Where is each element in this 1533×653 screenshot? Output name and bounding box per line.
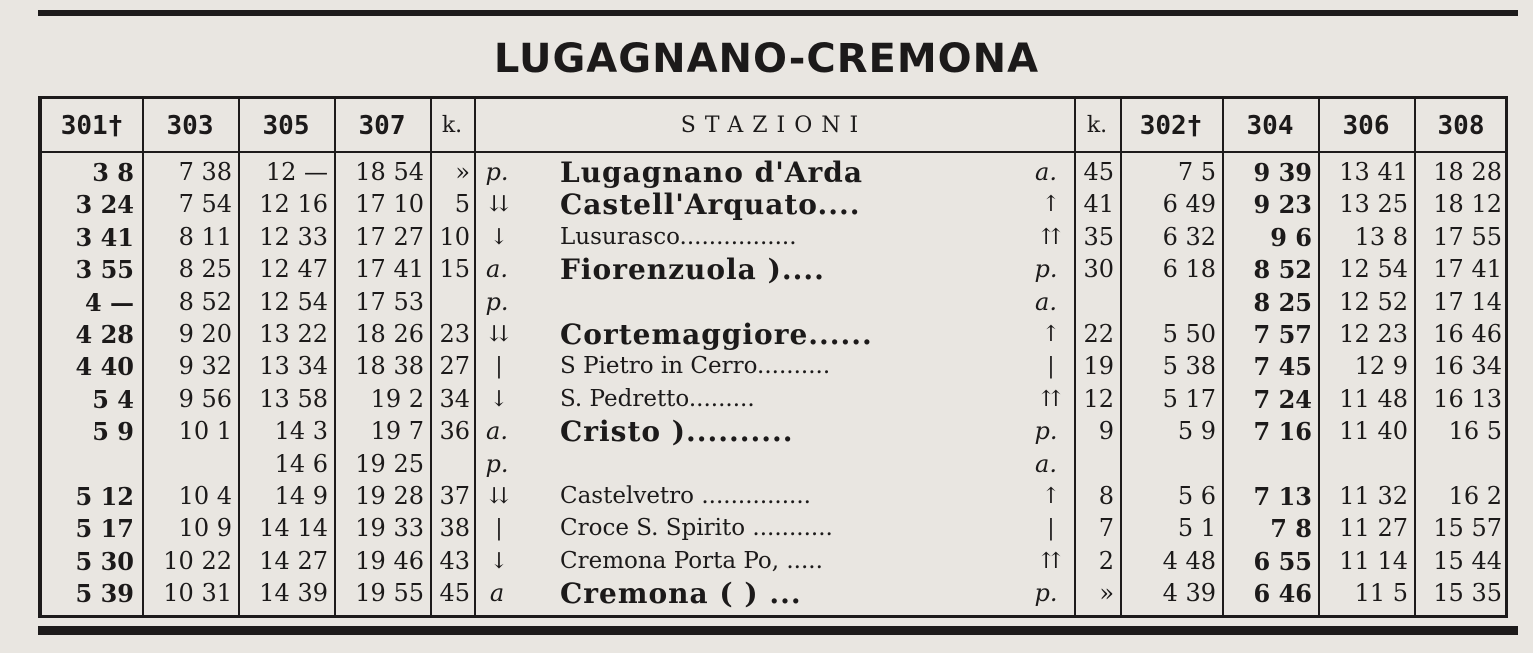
time-cell-t304: 7 45: [1253, 352, 1312, 382]
time-cell-t304: 7 13: [1253, 482, 1312, 511]
time-cell-k: 15: [439, 255, 470, 284]
time-cell-t306: 11 32: [1339, 482, 1408, 510]
time-cell-t301: 3 8: [92, 158, 134, 187]
arrival-departure-mark: p.: [1034, 579, 1058, 608]
direction-up-icon: ↑: [1041, 322, 1061, 347]
direction-down-icon: ⇊: [489, 322, 509, 347]
arrival-departure-mark: p.: [485, 449, 509, 478]
time-cell-t307: 19 7: [370, 417, 424, 446]
time-cell-t302: 5 50: [1162, 320, 1216, 348]
time-cell-t306: [1318, 449, 1408, 480]
time-cell-t304: 7 8: [1270, 514, 1312, 544]
time-cell-k: 23: [439, 320, 470, 348]
time-cell-t307: 19 55: [355, 579, 424, 608]
time-cell-t308: 16 5: [1448, 417, 1502, 446]
time-cell-t303: 9 56: [178, 384, 232, 413]
time-cell-t301: 4 28: [75, 320, 134, 349]
time-cell-t301: 5 12: [75, 482, 134, 511]
time-cell-t302: 5 38: [1162, 352, 1216, 381]
direction-up-icon: [1036, 287, 1066, 318]
station-name: [560, 287, 1015, 318]
time-cell-t307: 18 38: [355, 352, 424, 381]
time-cell-t308: 16 46: [1433, 320, 1502, 348]
time-cell-t301: 5 9: [92, 417, 134, 447]
direction-down-icon: ↓: [489, 548, 509, 574]
time-cell-t302: [1120, 287, 1216, 318]
time-cell-t308: [1414, 449, 1502, 480]
direction-down-icon: ⇊: [489, 484, 509, 509]
time-cell-t304: 6 55: [1253, 546, 1312, 576]
station-name: Cristo )..........: [560, 415, 794, 449]
arrival-departure-mark: p.: [1034, 255, 1058, 284]
time-cell-t308: 16 13: [1433, 384, 1502, 413]
time-cell-k: 5: [454, 190, 470, 219]
direction-up-icon: ⇈: [1041, 224, 1061, 250]
time-cell-k: 45: [439, 579, 470, 608]
header-km-right: k.: [1086, 113, 1108, 138]
time-cell-t305: 12 47: [259, 255, 328, 284]
time-cell-k: 36: [439, 417, 470, 446]
time-cell-t302: 5 9: [1177, 417, 1216, 446]
time-cell-t304: 7 16: [1253, 417, 1312, 447]
time-cell-t301: 5 17: [75, 514, 134, 544]
time-cell-t306: 11 40: [1339, 417, 1408, 446]
direction-down-icon: |: [495, 354, 503, 380]
time-cell-kr: »: [1099, 579, 1114, 608]
arrival-departure-mark: a.: [486, 255, 508, 284]
direction-down-icon: |: [495, 516, 503, 542]
time-cell-t303: 8 25: [178, 255, 232, 284]
direction-up-icon: [1036, 578, 1066, 609]
time-cell-t303: 10 1: [178, 417, 232, 446]
time-cell-t304: [1222, 449, 1312, 480]
time-cell-t308: 15 35: [1433, 579, 1502, 608]
time-cell-k: [430, 287, 470, 318]
station-name: Fiorenzuola )....: [560, 253, 825, 287]
time-cell-k: 38: [439, 514, 470, 543]
station-name: Lugagnano d'Arda: [560, 156, 863, 189]
direction-down-icon: [484, 578, 514, 609]
time-cell-t307: 18 26: [355, 320, 424, 348]
time-cell-t307: 19 33: [355, 514, 424, 543]
time-cell-t305: 14 14: [259, 514, 328, 543]
direction-down-icon: [484, 449, 514, 480]
time-cell-t301: 3 41: [75, 222, 134, 252]
time-cell-kr: 12: [1083, 384, 1114, 413]
time-cell-t304: 6 46: [1253, 579, 1312, 609]
time-cell-t305: 14 9: [274, 482, 328, 510]
time-cell-t302: 6 32: [1162, 222, 1216, 251]
station-name: [560, 449, 1015, 480]
time-cell-t301: 5 39: [75, 579, 134, 609]
time-cell-k: 37: [439, 482, 470, 510]
time-cell-t304: 8 25: [1253, 287, 1312, 317]
time-cell-t301: [42, 449, 134, 480]
direction-up-icon: ↑: [1041, 192, 1061, 218]
time-cell-t306: 12 9: [1354, 352, 1408, 381]
time-cell-kr: 2: [1098, 546, 1114, 575]
time-cell-kr: 9: [1098, 417, 1114, 446]
header-train-301: 301†: [60, 111, 124, 141]
direction-up-icon: ⇈: [1041, 386, 1061, 412]
time-cell-t303: 10 31: [163, 579, 232, 608]
time-cell-t308: 17 14: [1433, 287, 1502, 316]
station-name: Cremona Porta Po, .....: [560, 547, 823, 574]
header-train-308: 308: [1437, 111, 1485, 141]
time-cell-t306: 12 23: [1339, 320, 1408, 348]
page-title: LUGAGNANO-CREMONA: [493, 36, 1040, 82]
time-cell-t306: 11 27: [1339, 514, 1408, 543]
time-cell-t303: 9 20: [178, 320, 232, 348]
time-cell-t305: 14 6: [274, 449, 328, 478]
header-stations: STAZIONI: [680, 113, 868, 138]
arrival-departure-mark: p.: [1034, 417, 1058, 446]
arrival-departure-mark: a: [489, 579, 505, 608]
time-cell-t303: 7 38: [178, 158, 232, 186]
time-cell-t306: 13 25: [1339, 190, 1408, 219]
station-name: Lusurasco................: [560, 223, 797, 250]
time-cell-k: [430, 449, 470, 480]
header-train-306: 306: [1342, 111, 1390, 141]
direction-up-icon: [1036, 157, 1066, 188]
time-cell-t304: 9 6: [1270, 222, 1312, 252]
time-cell-t307: 17 53: [355, 287, 424, 316]
time-cell-t306: 11 5: [1354, 579, 1408, 608]
station-name: Castelvetro ...............: [560, 483, 811, 509]
time-cell-t307: 19 46: [355, 546, 424, 575]
time-cell-t306: 11 48: [1339, 384, 1408, 413]
time-cell-t301: 5 4: [92, 384, 134, 414]
time-cell-k: 10: [439, 222, 470, 251]
header-rule: [42, 151, 1505, 153]
time-cell-t307: 17 27: [355, 222, 424, 251]
time-cell-t308: 16 2: [1448, 482, 1502, 510]
time-cell-kr: 41: [1083, 190, 1114, 219]
time-cell-t307: 18 54: [355, 158, 424, 186]
time-cell-t307: 17 41: [355, 255, 424, 284]
time-cell-t301: 5 30: [75, 546, 134, 576]
time-cell-t305: 13 58: [259, 384, 328, 413]
time-cell-k: 43: [439, 546, 470, 575]
time-cell-t305: 12 33: [259, 222, 328, 251]
time-cell-t305: 14 27: [259, 546, 328, 575]
time-cell-t306: 11 14: [1339, 546, 1408, 575]
time-cell-t301: 4 —: [84, 287, 134, 317]
arrival-departure-mark: a.: [1035, 158, 1057, 186]
time-cell-t304: 7 57: [1253, 320, 1312, 349]
time-cell-t305: 13 22: [259, 320, 328, 348]
time-cell-t308: 15 57: [1433, 514, 1502, 543]
time-cell-kr: 7: [1098, 514, 1114, 543]
time-cell-t308: 16 34: [1433, 352, 1502, 381]
station-name: Castell'Arquato....: [560, 188, 861, 222]
direction-up-icon: |: [1047, 354, 1055, 380]
time-cell-k: »: [455, 158, 470, 186]
arrival-departure-mark: p.: [485, 158, 509, 186]
time-cell-t302: 4 39: [1162, 579, 1216, 608]
time-cell-t305: 12 —: [265, 158, 328, 186]
direction-up-icon: [1036, 416, 1066, 447]
time-cell-t303: 8 11: [178, 222, 232, 251]
time-cell-t306: 13 41: [1339, 158, 1408, 186]
time-cell-kr: 19: [1083, 352, 1114, 381]
time-cell-t304: 9 39: [1253, 158, 1312, 187]
time-cell-t305: 12 54: [259, 287, 328, 316]
direction-down-icon: [484, 157, 514, 188]
time-cell-t302: 7 5: [1177, 158, 1216, 186]
time-cell-t301: 4 40: [75, 352, 134, 382]
time-cell-kr: [1074, 287, 1114, 318]
time-cell-t306: 12 52: [1339, 287, 1408, 316]
time-cell-t303: [142, 449, 232, 480]
direction-down-icon: [484, 287, 514, 318]
time-cell-t307: 19 2: [370, 384, 424, 413]
arrival-departure-mark: a.: [486, 417, 508, 446]
time-cell-t304: 8 52: [1253, 255, 1312, 285]
station-name: Cremona ( ) ...: [560, 577, 802, 611]
time-cell-t303: 9 32: [178, 352, 232, 381]
header-train-302: 302†: [1139, 111, 1203, 141]
time-cell-t307: 17 10: [355, 190, 424, 219]
time-cell-t303: 10 9: [178, 514, 232, 543]
time-cell-t308: 15 44: [1433, 546, 1502, 575]
time-cell-t304: 7 24: [1253, 384, 1312, 414]
header-train-307: 307: [358, 111, 406, 141]
time-cell-t305: 13 34: [259, 352, 328, 381]
time-cell-t302: 5 1: [1177, 514, 1216, 543]
time-cell-t302: 4 48: [1162, 546, 1216, 575]
station-name: S. Pedretto.........: [560, 385, 755, 412]
timetable: [38, 96, 1508, 618]
header-train-305: 305: [262, 111, 310, 141]
arrival-departure-mark: a.: [1035, 287, 1057, 316]
direction-down-icon: ⇊: [489, 192, 509, 218]
header-km-left: k.: [441, 113, 463, 138]
time-cell-t307: 19 28: [355, 482, 424, 510]
time-cell-t305: 12 16: [259, 190, 328, 219]
time-cell-kr: 22: [1083, 320, 1114, 348]
time-cell-kr: 30: [1083, 255, 1114, 284]
time-cell-t307: 19 25: [355, 449, 424, 478]
time-cell-t305: 14 3: [274, 417, 328, 446]
time-cell-t302: 6 49: [1162, 190, 1216, 219]
time-cell-t302: 5 6: [1177, 482, 1216, 510]
time-cell-k: 34: [439, 384, 470, 413]
direction-down-icon: ↓: [489, 386, 509, 412]
station-name: Croce S. Spirito ...........: [560, 515, 833, 542]
time-cell-t305: 14 39: [259, 579, 328, 608]
direction-up-icon: ⇈: [1041, 548, 1061, 574]
direction-up-icon: [1036, 449, 1066, 480]
column-rule: [474, 99, 476, 615]
arrival-departure-mark: p.: [485, 287, 509, 316]
time-cell-t308: 18 28: [1433, 158, 1502, 186]
time-cell-t306: 12 54: [1339, 255, 1408, 284]
time-cell-t303: 8 52: [178, 287, 232, 316]
direction-up-icon: |: [1047, 516, 1055, 542]
time-cell-k: 27: [439, 352, 470, 381]
station-name: Cortemaggiore......: [560, 318, 873, 351]
station-name: S Pietro in Cerro..........: [560, 353, 831, 380]
bottom-rule: [38, 626, 1518, 635]
time-cell-kr: 45: [1083, 158, 1114, 186]
time-cell-t301: 3 55: [75, 255, 134, 285]
time-cell-t308: 17 55: [1433, 222, 1502, 251]
direction-down-icon: [484, 416, 514, 447]
time-cell-t303: 10 22: [163, 546, 232, 575]
header-train-303: 303: [166, 111, 214, 141]
time-cell-kr: [1074, 449, 1114, 480]
time-cell-t306: 13 8: [1354, 222, 1408, 251]
direction-up-icon: ↑: [1041, 484, 1061, 509]
time-cell-t308: 17 41: [1433, 255, 1502, 284]
time-cell-t303: 7 54: [178, 190, 232, 219]
time-cell-t301: 3 24: [75, 190, 134, 220]
time-cell-t304: 9 23: [1253, 190, 1312, 220]
time-cell-t302: 5 17: [1162, 384, 1216, 413]
time-cell-t302: [1120, 449, 1216, 480]
arrival-departure-mark: a.: [1035, 449, 1057, 478]
time-cell-kr: 35: [1083, 222, 1114, 251]
time-cell-kr: 8: [1098, 482, 1114, 510]
direction-down-icon: ↓: [489, 224, 509, 250]
time-cell-t303: 10 4: [178, 482, 232, 510]
top-rule: [38, 10, 1518, 16]
direction-down-icon: [484, 254, 514, 285]
direction-up-icon: [1036, 254, 1066, 285]
time-cell-t302: 6 18: [1162, 255, 1216, 284]
time-cell-t308: 18 12: [1433, 190, 1502, 219]
header-train-304: 304: [1246, 111, 1294, 141]
